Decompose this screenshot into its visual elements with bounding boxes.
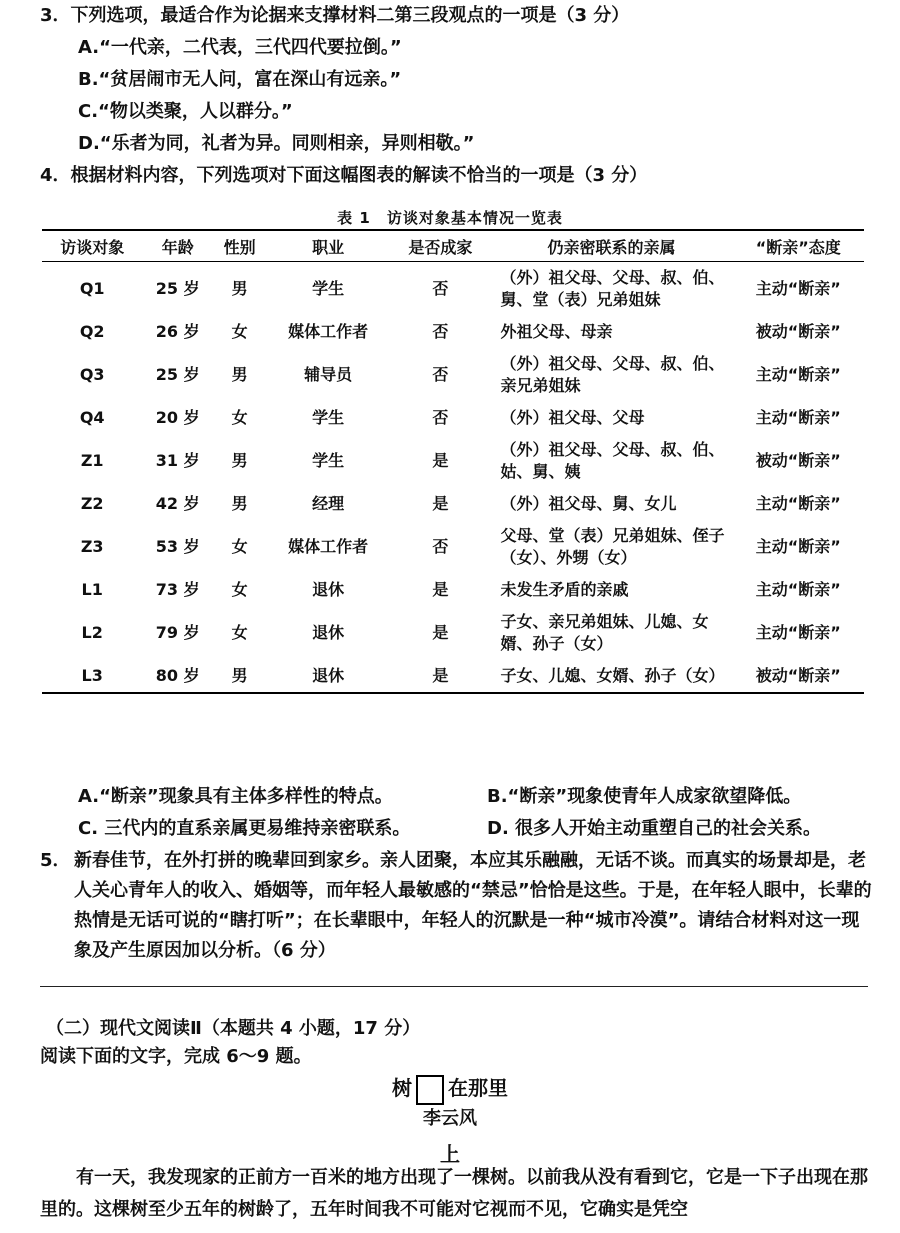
cell-relatives: （外）祖父母、父母、叔、伯、舅、堂（表）兄弟姐妹	[500, 268, 725, 309]
header-age: 年龄	[161, 237, 194, 257]
cell-relatives: 子女、亲兄弟姐妹、儿媳、女婿、孙子（女）	[500, 612, 709, 653]
cell-age: 42 岁	[155, 494, 200, 513]
cell-occupation: 退休	[312, 623, 345, 642]
cell-subject: Z2	[80, 494, 104, 513]
cell-age: 80 岁	[155, 666, 200, 685]
header-subject: 访谈对象	[60, 237, 125, 257]
cell-gender: 女	[231, 322, 248, 341]
cell-age: 25 岁	[155, 365, 200, 384]
table-row	[42, 262, 864, 317]
table-caption: 表 1 访谈对象基本情况一览表	[337, 209, 563, 227]
story-title-right: 在那里	[448, 1076, 508, 1100]
cell-gender: 女	[231, 408, 248, 427]
question-3-option-d: D.“乐者为同，礼者为异。同则相亲，异则相敬。”	[78, 133, 475, 154]
cell-married: 是	[432, 623, 449, 642]
cell-attitude: 主动“断亲”	[755, 623, 841, 642]
question-3-option-b: B.“贫居闹市无人问，富在深山有远亲。”	[78, 69, 402, 90]
cell-gender: 男	[231, 365, 248, 384]
cell-relatives: 子女、儿媳、女婿、孙子（女）	[500, 666, 725, 685]
cell-relatives: （外）祖父母、父母、叔、伯、亲兄弟姐妹	[500, 354, 725, 395]
cell-relatives: 外祖父母、母亲	[500, 322, 613, 341]
cell-married: 是	[432, 580, 449, 599]
cell-gender: 女	[231, 623, 248, 642]
cell-age: 25 岁	[155, 279, 200, 298]
story-title-left: 树	[392, 1076, 412, 1100]
cell-age: 31 岁	[155, 451, 200, 470]
table-row	[42, 434, 864, 488]
question-3-option-c: C.“物以类聚，人以群分。”	[78, 101, 293, 122]
cell-relatives: （外）祖父母、父母、叔、伯、姑、舅、姨	[500, 440, 725, 481]
cell-attitude: 被动“断亲”	[755, 451, 841, 470]
cell-occupation: 退休	[312, 666, 345, 685]
cell-occupation: 辅导员	[304, 365, 353, 384]
cell-gender: 男	[231, 279, 248, 298]
cell-married: 否	[432, 537, 449, 556]
table-header-row	[42, 230, 864, 262]
cell-gender: 女	[231, 537, 248, 556]
cell-married: 否	[432, 279, 449, 298]
cell-subject: Q2	[79, 322, 105, 341]
table-row	[42, 316, 864, 348]
table-row	[42, 402, 864, 434]
cell-subject: Q4	[79, 408, 105, 427]
question-3-option-a: A.“一代亲，二代表，三代四代要拉倒。”	[78, 37, 402, 58]
question-3-stem: 3．下列选项，最适合作为论据来支撑材料二第三段观点的一项是（3 分）	[40, 5, 630, 26]
story-title	[0, 1072, 900, 1105]
table-row	[42, 606, 864, 660]
cell-age: 26 岁	[155, 322, 200, 341]
cell-relatives: 未发生矛盾的亲戚	[500, 580, 629, 599]
table-row	[42, 348, 864, 402]
cell-married: 是	[432, 451, 449, 470]
header-occupation: 职业	[312, 237, 345, 257]
cell-attitude: 主动“断亲”	[755, 408, 841, 427]
table-row	[42, 520, 864, 574]
cell-attitude: 被动“断亲”	[755, 666, 841, 685]
interviewee-table	[42, 229, 864, 694]
table-row	[42, 488, 864, 520]
cell-subject: Z1	[80, 451, 104, 470]
question-5-text: 新春佳节，在外打拼的晚辈回到家乡。亲人团聚，本应其乐融融，无话不谈。而真实的场景却是，老人关心青年人的收入、婚姻等，而年轻人最敏感的“禁忌”恰恰是这些。于是，在年轻人眼中，长辈的热情是无话可说的“瞎打听”；在长辈眼中，年轻人的沉默是一种“城市冷漠”。请结合材料对这一现象及产生原因加以分析。（6 分）	[74, 850, 872, 961]
header-relatives: 仍亲密联系的亲属	[547, 237, 676, 257]
question-4-stem: 4．根据材料内容，下列选项对下面这幅图表的解读不恰当的一项是（3 分）	[40, 165, 648, 186]
cell-married: 是	[432, 494, 449, 513]
cell-relatives: （外）祖父母、父母	[500, 408, 645, 427]
cell-subject: L2	[81, 623, 103, 642]
cell-attitude: 主动“断亲”	[755, 494, 841, 513]
question-4-option-d: D. 很多人开始主动重塑自己的社会关系。	[487, 818, 822, 839]
cell-occupation: 学生	[312, 279, 345, 298]
cell-subject: Q1	[79, 279, 105, 298]
cell-married: 是	[432, 666, 449, 685]
cell-subject: L1	[81, 580, 103, 599]
cell-subject: Q3	[79, 365, 105, 384]
section-divider	[40, 986, 868, 987]
section-heading: （二）现代文阅读Ⅱ（本题共 4 小题，17 分）	[46, 1018, 421, 1039]
cell-relatives: 父母、堂（表）兄弟姐妹、侄子（女）、外甥（女）	[500, 526, 725, 567]
section-instruction: 阅读下面的文字，完成 6～9 题。	[40, 1046, 312, 1067]
cell-occupation: 学生	[312, 408, 345, 427]
cell-gender: 男	[231, 666, 248, 685]
cell-attitude: 主动“断亲”	[755, 580, 841, 599]
question-4-option-b: B.“断亲”现象使青年人成家欲望降低。	[487, 786, 802, 807]
table-row	[42, 574, 864, 606]
table-row	[42, 660, 864, 693]
question-4-option-a: A.“断亲”现象具有主体多样性的特点。	[78, 786, 393, 807]
cell-subject: L3	[81, 666, 103, 685]
cell-occupation: 退休	[312, 580, 345, 599]
cell-attitude: 主动“断亲”	[755, 279, 841, 298]
cell-married: 否	[432, 365, 449, 384]
cell-gender: 男	[231, 494, 248, 513]
header-married: 是否成家	[408, 237, 473, 257]
cell-occupation: 经理	[312, 494, 345, 513]
cell-occupation: 媒体工作者	[288, 537, 369, 556]
cell-attitude: 主动“断亲”	[755, 537, 841, 556]
cell-married: 否	[432, 322, 449, 341]
cell-married: 否	[432, 408, 449, 427]
blank-box	[416, 1075, 444, 1105]
cell-age: 73 岁	[155, 580, 200, 599]
cell-relatives: （外）祖父母、舅、女儿	[500, 494, 677, 513]
cell-attitude: 主动“断亲”	[755, 365, 841, 384]
cell-age: 79 岁	[155, 623, 200, 642]
story-part-heading: 上	[440, 1142, 460, 1166]
story-author: 李云风	[423, 1108, 477, 1129]
cell-subject: Z3	[80, 537, 104, 556]
cell-occupation: 媒体工作者	[288, 322, 369, 341]
cell-age: 20 岁	[155, 408, 200, 427]
question-5-number: 5．	[40, 850, 71, 871]
cell-age: 53 岁	[155, 537, 200, 556]
header-gender: 性别	[223, 237, 256, 257]
header-attitude: “断亲”态度	[755, 237, 841, 257]
cell-gender: 女	[231, 580, 248, 599]
cell-gender: 男	[231, 451, 248, 470]
cell-attitude: 被动“断亲”	[755, 322, 841, 341]
cell-occupation: 学生	[312, 451, 345, 470]
question-4-option-c: C. 三代内的直系亲属更易维持亲密联系。	[78, 818, 411, 839]
story-paragraph: 有一天，我发现家的正前方一百米的地方出现了一棵树。以前我从没有看到它，它是一下子出现在那里的。这棵树至少五年的树龄了，五年时间我不可能对它视而不见，它确实是凭空	[40, 1167, 868, 1220]
